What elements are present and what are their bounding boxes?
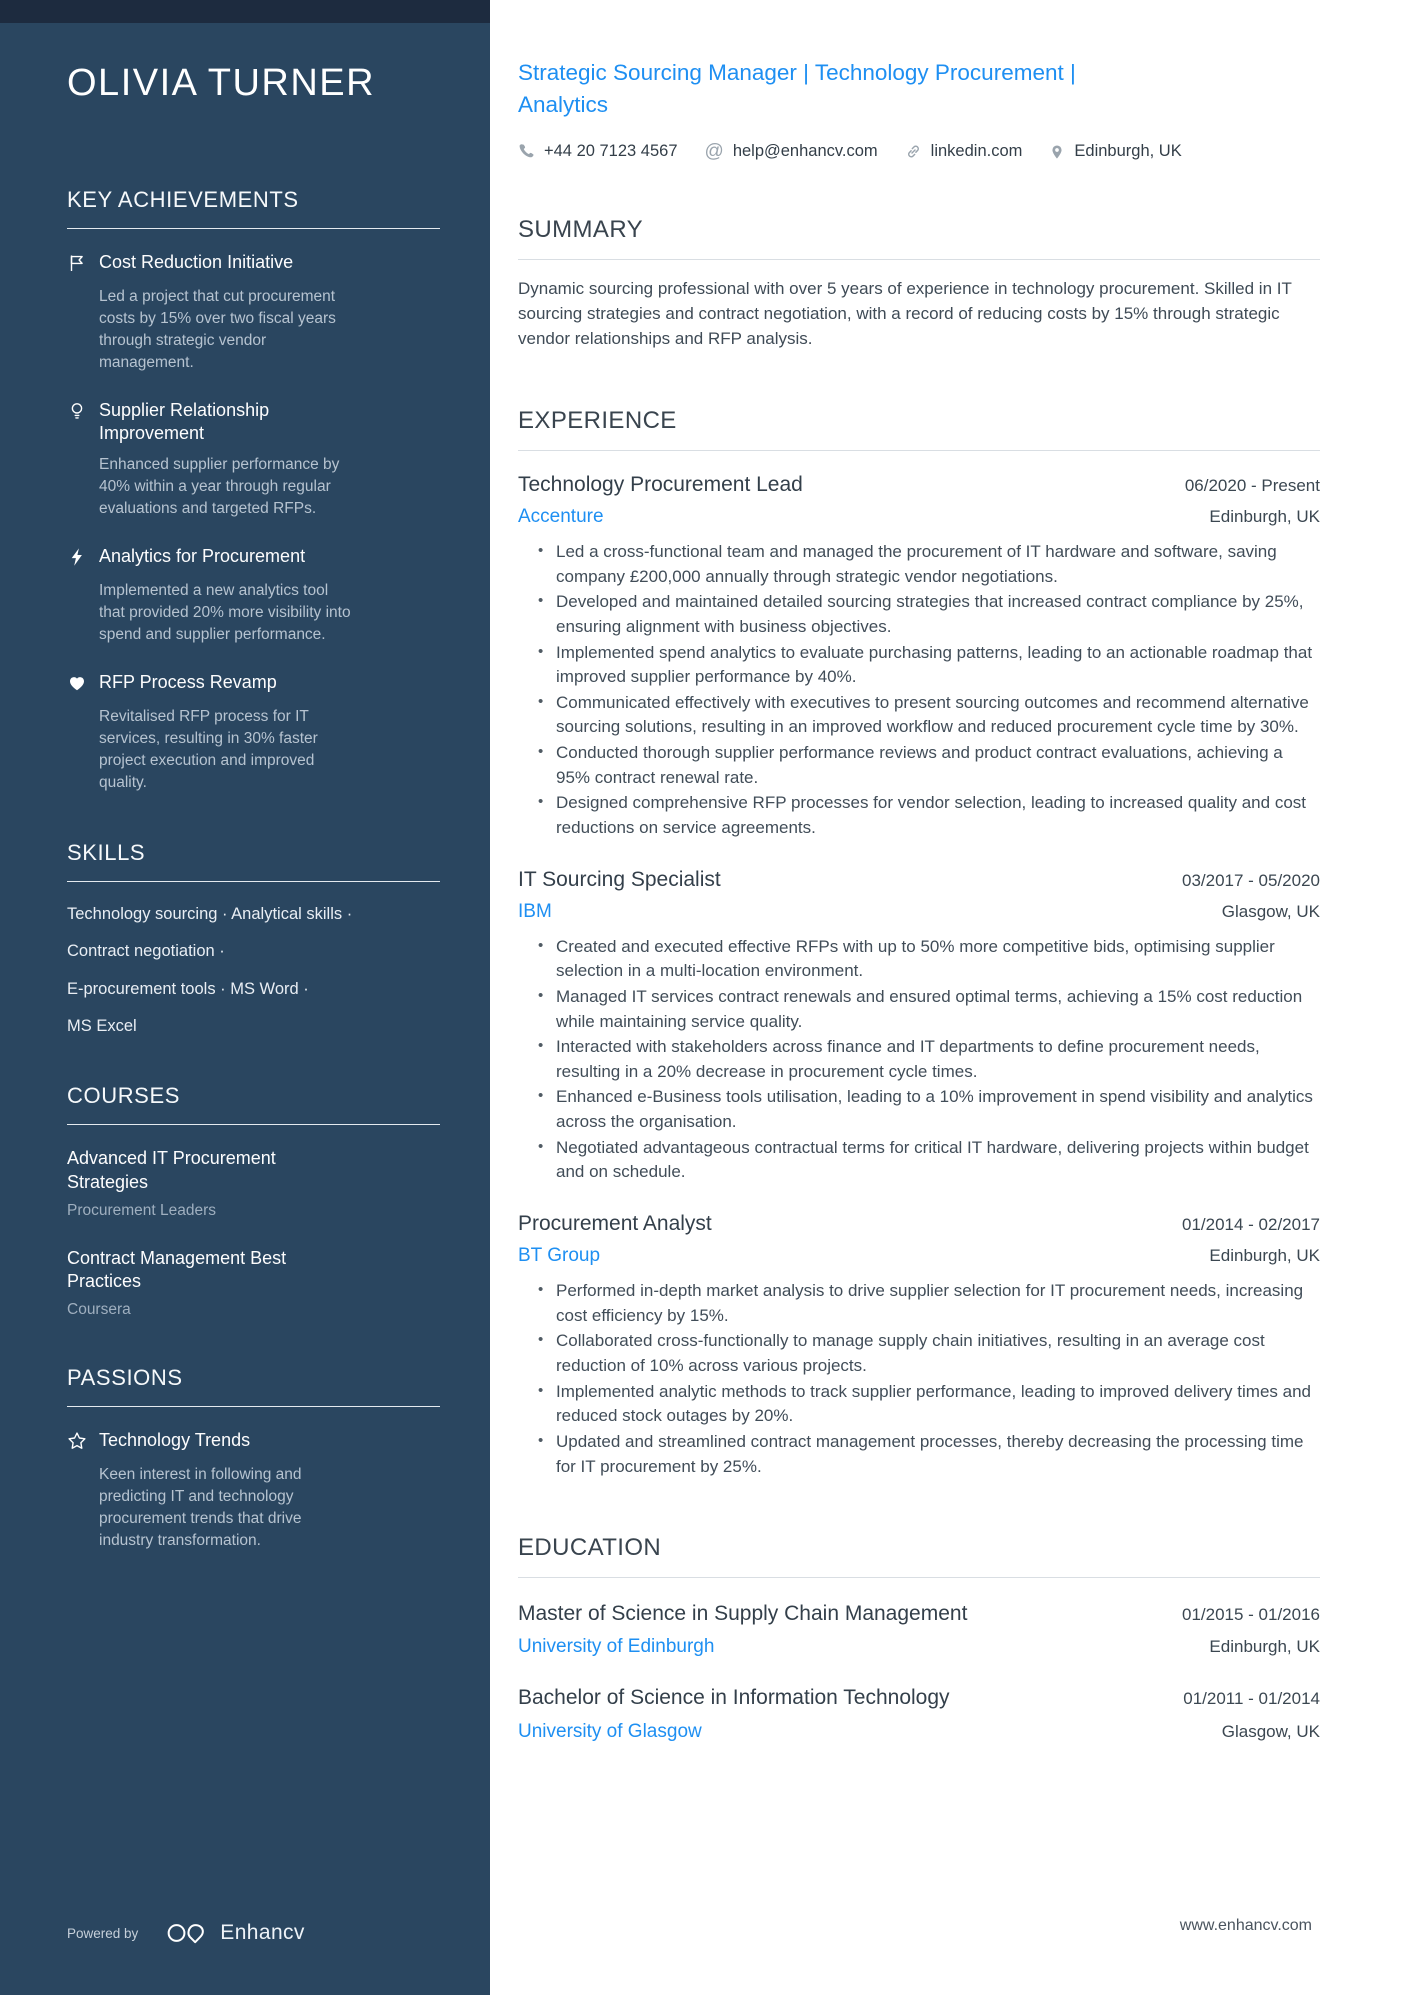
course-item bbox=[67, 1147, 440, 1220]
bullet-item: • Communicated effectively with executives to present sourcing outcomes and recommend alternative sourcing solutions, resulting in an improved workflow and reduced procurement cycle time by 30%. bbox=[538, 691, 1320, 740]
headline: Strategic Sourcing Manager | Technology Procurement | Analytics bbox=[518, 60, 1076, 117]
bullet-item: • Collaborated cross-functionally to manage supply chain initiatives, resulting in an average cost reduction of 10% across various projects. bbox=[538, 1329, 1320, 1378]
education-header-row bbox=[518, 1684, 1320, 1711]
divider bbox=[67, 881, 440, 882]
section-courses bbox=[67, 1083, 440, 1319]
education-entry bbox=[518, 1600, 1320, 1658]
bolt-icon bbox=[67, 547, 99, 572]
job-location: Edinburgh, UK bbox=[1209, 506, 1320, 526]
skills-list bbox=[67, 904, 440, 1038]
achievement-item bbox=[67, 545, 440, 646]
skill-line: MS Excel bbox=[67, 1017, 137, 1036]
bullet-item: • Led a cross-functional team and managed the procurement of IT hardware and software, saving company £200,000 annually through strategic vendor negotiations. bbox=[538, 540, 1320, 589]
course-item bbox=[67, 1247, 440, 1320]
courses-list bbox=[67, 1147, 440, 1319]
contact-text: Edinburgh, UK bbox=[1074, 142, 1182, 160]
job-subheader-row bbox=[518, 1245, 1320, 1267]
job-subheader-row bbox=[518, 901, 1320, 923]
achievement-title: Analytics for Procurement bbox=[99, 545, 306, 566]
job-title: Technology Procurement Lead bbox=[518, 472, 803, 496]
bullet-item: • Performed in-depth market analysis to drive supplier selection for IT procurement needs, increasing cost efficiency by 15%. bbox=[538, 1279, 1320, 1328]
divider bbox=[67, 1406, 440, 1407]
experience-heading: EXPERIENCE bbox=[518, 406, 677, 434]
bullet-item: • Created and executed effective RFPs with up to 50% more competitive bids, optimising supplier selection in a multi-location environment. bbox=[538, 935, 1320, 984]
courses-heading: COURSES bbox=[67, 1083, 180, 1109]
bullet-item: • Implemented spend analytics to evaluate purchasing patterns, leading to an actionable roadmap that improved supplier performance by 40%. bbox=[538, 641, 1320, 690]
job-header-row bbox=[518, 868, 1320, 892]
degree-title: Bachelor of Science in Information Technology bbox=[518, 1686, 950, 1710]
passions-heading: PASSIONS bbox=[67, 1365, 183, 1391]
job-location: Edinburgh, UK bbox=[1209, 1246, 1320, 1266]
contact-item[interactable] bbox=[705, 142, 878, 161]
star-icon bbox=[67, 1431, 99, 1456]
passions-list bbox=[67, 1429, 440, 1552]
job-title: IT Sourcing Specialist bbox=[518, 867, 721, 891]
company-name: BT Group bbox=[518, 1245, 601, 1267]
section-skills bbox=[67, 840, 440, 1038]
bullet-item: • Updated and streamlined contract management processes, thereby decreasing the processing time for IT procurement by 25%. bbox=[538, 1430, 1320, 1479]
bullet-item: • Conducted thorough supplier performance reviews and product contract evaluations, achieving a 95% contract renewal rate. bbox=[538, 741, 1320, 790]
bullet-item: • Managed IT services contract renewals and ensured optimal terms, achieving a 15% cost reduction while maintaining service quality. bbox=[538, 985, 1320, 1034]
summary-text: Dynamic sourcing professional with over 5 years of experience in technology procurement. Skilled in IT sourcing strategies and contract negotiation, with a record of reducing costs by 15% through strategic vendor relationships and RFP analysis. bbox=[518, 279, 1292, 348]
course-provider: Coursera bbox=[67, 1301, 131, 1319]
job-title: Procurement Analyst bbox=[518, 1212, 712, 1236]
skill-line: Technology sourcing · Analytical skills · bbox=[67, 904, 353, 923]
school-name: University of Edinburgh bbox=[518, 1636, 715, 1658]
company-name: IBM bbox=[518, 900, 552, 922]
job-header-row bbox=[518, 1212, 1320, 1236]
education-dates: 01/2015 - 01/2016 bbox=[1181, 1605, 1320, 1625]
contact-row bbox=[518, 142, 1320, 161]
bullet-item: • Negotiated advantageous contractual terms for critical IT hardware, delivering projects within budget and on schedule. bbox=[538, 1136, 1320, 1185]
job-dates: 06/2020 - Present bbox=[1184, 475, 1320, 495]
bullet-item: • Developed and maintained detailed sourcing strategies that increased contract compliance by 25%, ensuring alignment with business objectives. bbox=[538, 590, 1320, 639]
company-name: Accenture bbox=[518, 505, 604, 527]
degree-title: Master of Science in Supply Chain Management bbox=[518, 1602, 968, 1626]
bullet-item: • Designed comprehensive RFP processes for vendor selection, leading to increased quality and cost reductions on service agreements. bbox=[538, 791, 1320, 840]
at-icon: @ bbox=[704, 141, 724, 162]
job-bullets bbox=[518, 540, 1320, 841]
top-strip bbox=[0, 0, 490, 23]
job-entry bbox=[518, 473, 1320, 841]
divider bbox=[518, 259, 1320, 260]
job-subheader-row bbox=[518, 506, 1320, 528]
job-dates: 03/2017 - 05/2020 bbox=[1181, 870, 1320, 890]
education-list bbox=[518, 1600, 1320, 1743]
section-education bbox=[518, 1534, 1320, 1743]
school-name: University of Glasgow bbox=[518, 1720, 702, 1742]
achievement-description: Implemented a new analytics tool that provided 20% more visibility into spend and supplier performance. bbox=[99, 581, 351, 643]
summary-heading: SUMMARY bbox=[518, 216, 644, 243]
main-content bbox=[490, 0, 1410, 1995]
divider bbox=[518, 1577, 1320, 1578]
achievement-description: Revitalised RFP process for IT services, resulting in 30% faster project execution and improved quality. bbox=[99, 707, 318, 791]
section-experience bbox=[518, 407, 1320, 1479]
education-subheader-row bbox=[518, 1636, 1320, 1658]
location-pin-icon bbox=[1049, 144, 1065, 160]
achievement-item bbox=[67, 251, 440, 374]
divider bbox=[518, 450, 1320, 451]
education-dates: 01/2011 - 01/2014 bbox=[1183, 1689, 1320, 1709]
phone-icon bbox=[518, 143, 535, 160]
divider bbox=[67, 1124, 440, 1125]
achievements-list bbox=[67, 251, 440, 794]
sidebar bbox=[0, 0, 490, 1995]
jobs-list bbox=[518, 473, 1320, 1479]
skills-heading: SKILLS bbox=[67, 839, 146, 865]
bullet-item: • Implemented analytic methods to track supplier performance, leading to improved delivery times and reduced stock outages by 20%. bbox=[538, 1380, 1320, 1429]
passion-item bbox=[67, 1429, 440, 1552]
heart-icon bbox=[67, 673, 99, 698]
passion-title: Technology Trends bbox=[99, 1430, 251, 1451]
divider bbox=[67, 228, 440, 229]
achievement-title: Cost Reduction Initiative bbox=[99, 251, 294, 272]
section-key-achievements bbox=[67, 187, 440, 794]
achievement-description: Enhanced supplier performance by 40% within a year through regular evaluations and targeted RFPs. bbox=[99, 455, 340, 517]
job-entry bbox=[518, 868, 1320, 1185]
job-bullets bbox=[518, 935, 1320, 1185]
flag-icon bbox=[67, 253, 99, 278]
contact-item[interactable] bbox=[518, 142, 678, 161]
person-name: OLIVIA TURNER bbox=[67, 62, 376, 104]
achievement-title: Supplier Relationship Improvement bbox=[99, 399, 270, 444]
lightbulb-icon bbox=[67, 401, 99, 446]
bullet-item: • Interacted with stakeholders across finance and IT departments to define procurement needs, resulting in a 20% decrease in procurement cycle times. bbox=[538, 1035, 1320, 1084]
achievement-description: Led a project that cut procurement costs by 15% over two fiscal years through strategic vendor management. bbox=[99, 287, 336, 371]
course-provider: Procurement Leaders bbox=[67, 1201, 217, 1219]
contact-item[interactable] bbox=[905, 142, 1023, 161]
course-title: Advanced IT Procurement Strategies bbox=[67, 1148, 276, 1192]
enhancv-logo-icon bbox=[166, 1921, 210, 1945]
enhancv-brand-name: Enhancv bbox=[220, 1921, 305, 1944]
education-heading: EDUCATION bbox=[518, 1534, 662, 1562]
contact-text: +44 20 7123 4567 bbox=[544, 142, 678, 160]
achievement-item bbox=[67, 399, 440, 520]
education-subheader-row bbox=[518, 1721, 1320, 1743]
job-bullets bbox=[518, 1279, 1320, 1479]
sidebar-footer bbox=[67, 1921, 305, 1945]
skill-line: E-procurement tools · MS Word · bbox=[67, 979, 309, 998]
achievement-title: RFP Process Revamp bbox=[99, 671, 277, 692]
section-summary bbox=[518, 216, 1320, 352]
achievement-item bbox=[67, 671, 440, 794]
passion-description: Keen interest in following and predicting IT and technology procurement trends that drive industry transformation. bbox=[99, 1466, 302, 1550]
job-header-row bbox=[518, 473, 1320, 497]
contact-item[interactable] bbox=[1049, 142, 1181, 161]
education-location: Glasgow, UK bbox=[1221, 1721, 1320, 1741]
skill-line: Contract negotiation · bbox=[67, 942, 225, 961]
education-header-row bbox=[518, 1600, 1320, 1627]
section-passions bbox=[67, 1365, 440, 1552]
powered-by-label: Powered by bbox=[67, 1925, 139, 1941]
bullet-item: • Enhanced e-Business tools utilisation, leading to a 10% improvement in spend visibility and analytics across the organisation. bbox=[538, 1085, 1320, 1134]
education-entry bbox=[518, 1684, 1320, 1742]
contact-text: linkedin.com bbox=[930, 142, 1023, 160]
key-achievements-heading: KEY ACHIEVEMENTS bbox=[67, 186, 299, 212]
contact-text: help@enhancv.com bbox=[732, 142, 878, 160]
link-icon bbox=[905, 143, 922, 160]
education-location: Edinburgh, UK bbox=[1209, 1637, 1320, 1657]
enhancv-brand-link[interactable] bbox=[166, 1921, 305, 1945]
job-location: Glasgow, UK bbox=[1221, 901, 1320, 921]
job-entry bbox=[518, 1212, 1320, 1479]
job-dates: 01/2014 - 02/2017 bbox=[1181, 1215, 1320, 1235]
course-title: Contract Management Best Practices bbox=[67, 1247, 287, 1292]
site-url-link[interactable]: www.enhancv.com bbox=[1179, 1917, 1312, 1934]
